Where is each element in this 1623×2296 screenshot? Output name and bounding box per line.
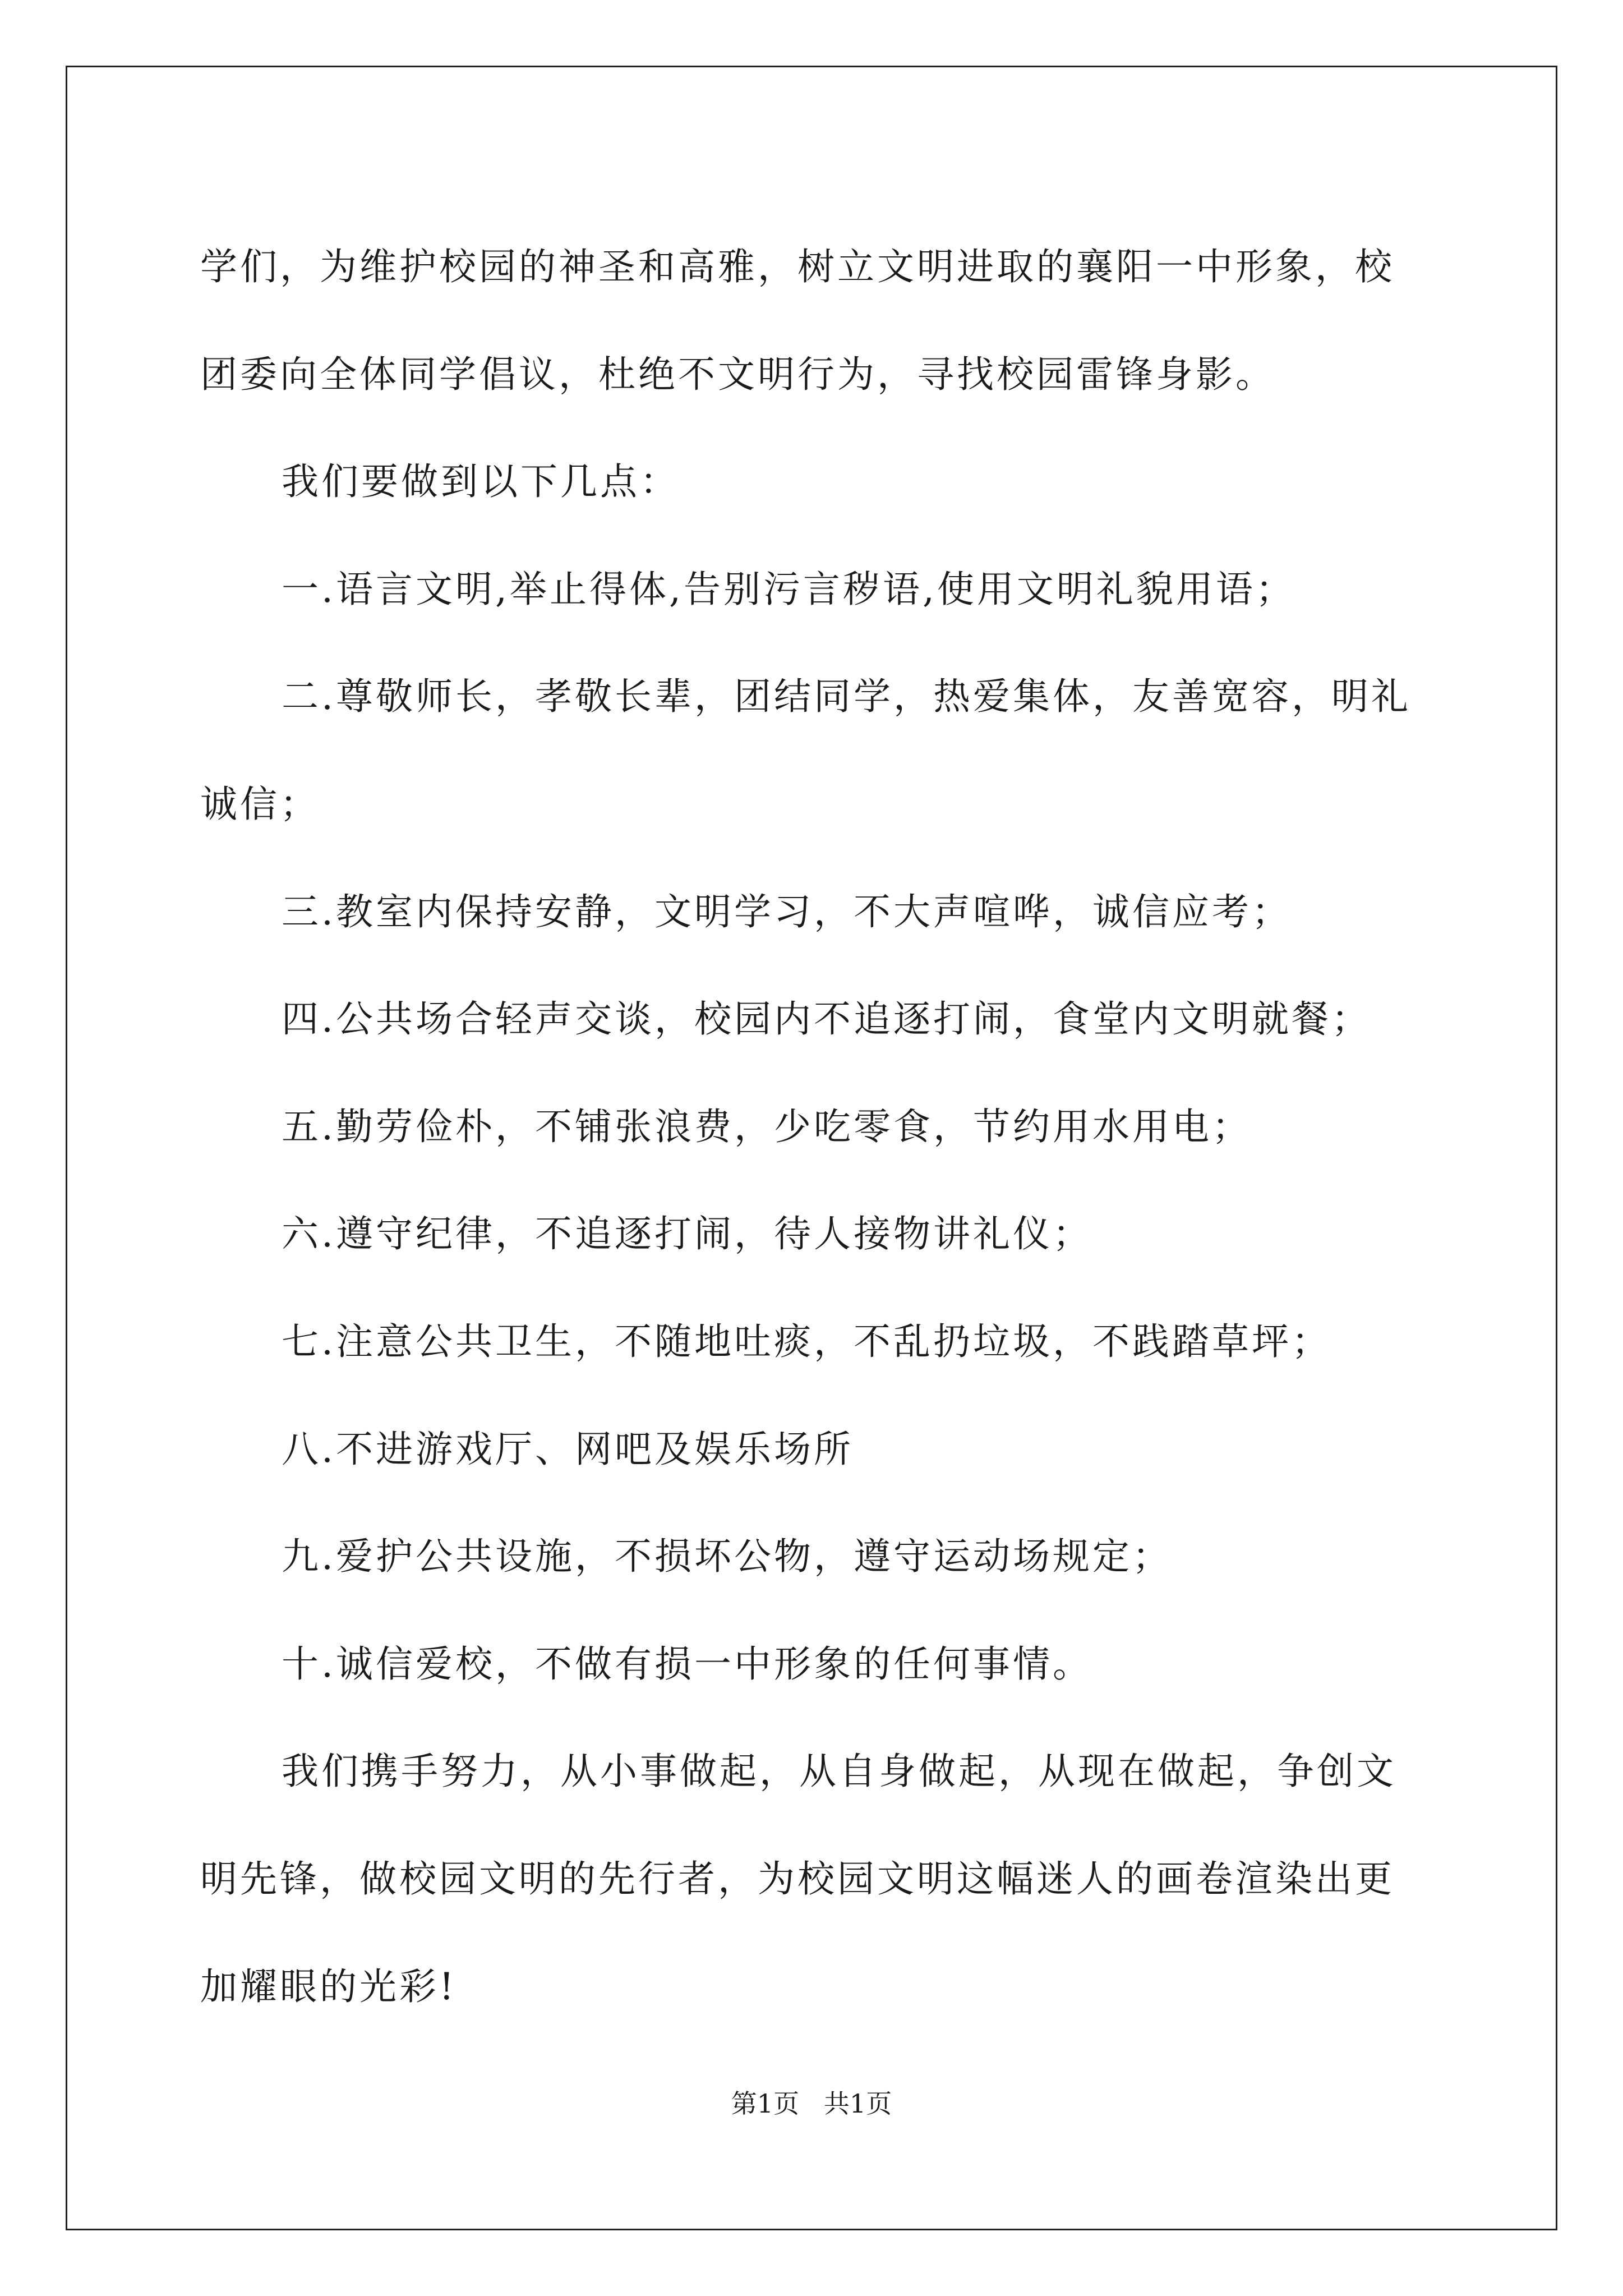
- list-item-9: 九.爱护公共设施，不损坏公物，遵守运动场规定；: [282, 1535, 1172, 1579]
- closing-paragraph-line: 明先锋，做校园文明的先行者，为校园文明这幅迷人的画卷渲染出更: [200, 1857, 1395, 1901]
- closing-paragraph-line: 加耀眼的光彩!: [200, 1964, 457, 2008]
- text-line: 我们要做到以下几点：: [282, 460, 680, 504]
- document-body: [200, 213, 1428, 2040]
- list-item-8: 八.不进游戏厅、网吧及娱乐场所: [282, 1427, 854, 1471]
- list-item-1: 一.语言文明,举止得体,告别污言秽语,使用文明礼貌用语；: [282, 567, 1295, 611]
- list-item-5: 五.勤劳俭朴，不铺张浪费，少吃零食，节约用水用电；: [282, 1105, 1252, 1148]
- list-item-6: 六.遵守纪律，不追逐打闹，待人接物讲礼仪；: [282, 1212, 1092, 1256]
- text-line: 团委向全体同学倡议，杜绝不文明行为，寻找校园雷锋身影。: [200, 352, 1275, 396]
- page-number-footer: 第1页 共1页: [731, 2088, 892, 2119]
- list-item-7: 七.注意公共卫生，不随地吐痰，不乱扔垃圾，不践踏草坪；: [282, 1319, 1331, 1363]
- text-line: 学们，为维护校园的神圣和高雅，树立文明进取的襄阳一中形象，校: [200, 245, 1395, 288]
- list-item-4: 四.公共场合轻声交谈，校园内不追逐打闹，食堂内文明就餐；: [282, 997, 1371, 1041]
- closing-paragraph-line: 我们携手努力，从小事做起，从自身做起，从现在做起，争创文: [282, 1750, 1396, 1793]
- list-item-10: 十.诚信爱校，不做有损一中形象的任何事情。: [282, 1642, 1092, 1686]
- list-item-2: 二.尊敬师长，孝敬长辈，团结同学，热爱集体，友善宽容，明礼: [282, 675, 1411, 719]
- list-item-2-continued: 诚信；: [200, 782, 320, 826]
- list-item-3: 三.教室内保持安静，文明学习，不大声喧哗，诚信应考；: [282, 890, 1292, 933]
